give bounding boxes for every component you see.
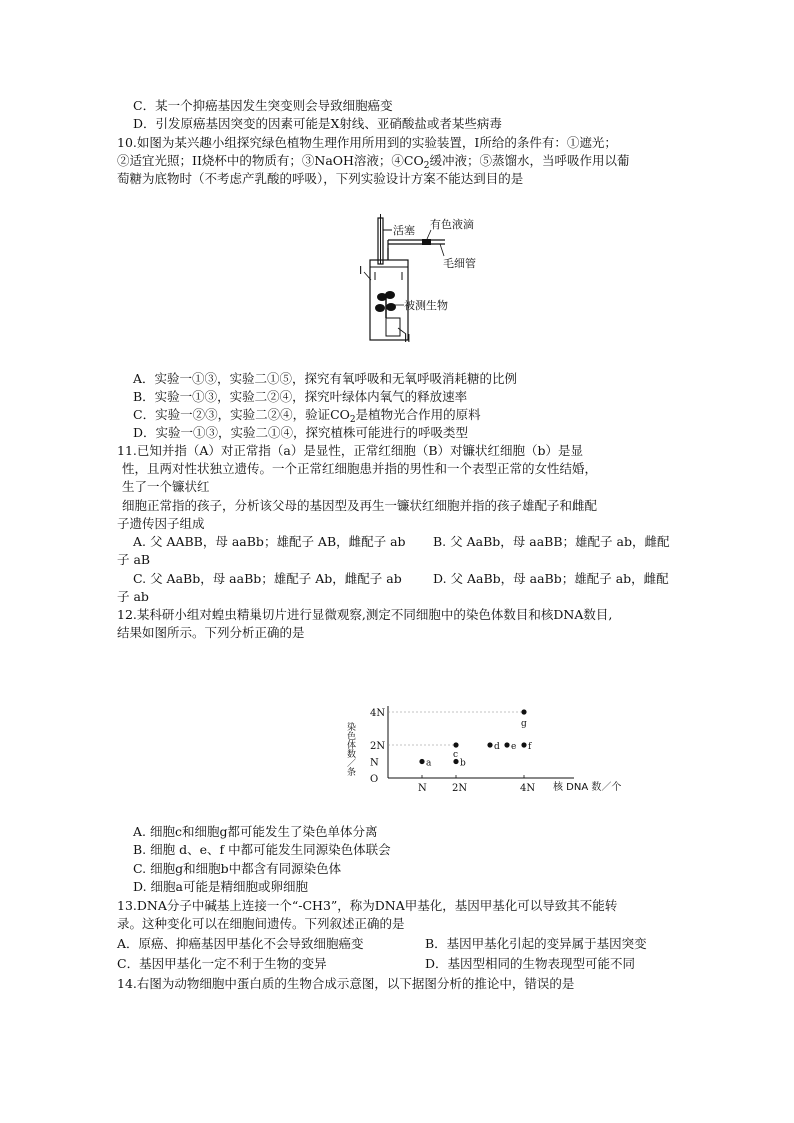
y-tick-label: N <box>370 757 379 769</box>
q12-option-a: A. 细胞c和细胞g都可能发生了染色单体分离 <box>133 824 378 839</box>
point-label-b: b <box>460 758 466 769</box>
q11-stem-line1: 11.已知并指（A）对正常指（a）是显性，正常红细胞（B）对镰状红细胞（b）是显 <box>117 443 584 458</box>
point-label-d: d <box>494 742 500 752</box>
x-tick-label: 2N <box>452 783 468 794</box>
q10-option-d: D．实验一①③，实验二①④，探究植株可能进行的呼吸类型 <box>133 425 469 440</box>
q10-option-b: B．实验一①③，实验二②④，探究叶绿体内氧气的释放速率 <box>133 389 468 404</box>
q10-option-c: C．实验一②③，实验二②④，验证$CO_2$是植物光合作用的原料 <box>133 407 481 425</box>
point-label-f: f <box>528 742 532 752</box>
point-e <box>504 742 509 747</box>
q11-stem-line4: 细胞正常指的孩子，分析该父母的基因型及再生一镰状红细胞并指的孩子雄配子和雌配 <box>122 498 598 513</box>
chart-axes <box>388 706 574 778</box>
point-label-g: g <box>521 719 527 729</box>
q14-stem-line1: 14.右图为动物细胞中蛋白质的生物合成示意图，以下据图分析的推论中，错误的是 <box>117 976 575 991</box>
q11-option-d-cont: 子 ab <box>117 589 149 604</box>
label-capillary: 毛细管 <box>443 257 476 270</box>
chart-points <box>419 709 532 768</box>
q12-stem-line2: 结果如图所示。下列分析正确的是 <box>117 625 305 640</box>
point-f <box>521 742 526 747</box>
point-label-a: a <box>426 758 432 769</box>
q9-option-d: D．引发原癌基因突变的因素可能是X射线、亚硝酸盐或者某些病毒 <box>133 116 502 131</box>
q12-stem-line1: 12.某科研小组对蝗虫精巢切片进行显微观察,测定不同细胞中的染色体数目和核DNA数目, <box>117 607 613 622</box>
point-a <box>419 759 424 764</box>
q13-stem-line2: 录。这种变化可以在细胞间遗传。下列叙述正确的是 <box>117 916 405 931</box>
label-droplet: 有色液滴 <box>430 218 474 231</box>
y-tick-label: O <box>370 774 379 785</box>
q10-stem-line2: ②适宜光照；II烧杯中的物质有；③NaOH溶液；$④CO_2$缓冲液；⑤蒸馏水，当呼吸作用以葡 <box>117 153 630 171</box>
q11-option-a: A. 父 AABB，母 aaBb；雄配子 AB，雌配子 ab <box>133 534 406 549</box>
point-d <box>487 742 492 747</box>
y-tick-label: 4N <box>370 708 386 719</box>
q13-option-a: A．原癌、抑癌基因甲基化不会导致细胞癌变 <box>117 936 364 951</box>
q13-option-b: B．基因甲基化引起的变异属于基因突变 <box>425 936 647 951</box>
y-tick-label: 2N <box>370 741 386 752</box>
point-label-c: c <box>453 750 459 760</box>
q11-option-d: D. 父 AaBb，母 aaBb；雄配子 ab，雌配 <box>433 571 669 586</box>
q10-option-a: A．实验一①③，实验二①⑤，探究有氧呼吸和无氧呼吸消耗糖的比例 <box>133 371 518 386</box>
q11-option-b: B. 父 AaBb，母 aaBB；雄配子 ab，雌配 <box>433 534 670 549</box>
point-g <box>521 709 526 714</box>
q12-option-c: C. 细胞g和细胞b中都含有同源染色体 <box>133 861 342 876</box>
q13-stem-line1: 13.DNA分子中碱基上连接一个“-CH3”，称为DNA甲基化，基因甲基化可以导致其不能转 <box>117 898 618 913</box>
label-organism: 被测生物 <box>404 299 448 312</box>
x-axis-label: 核 DNA 数／个 <box>553 782 622 793</box>
q11-stem-line3: 生了一个镰状红 <box>122 479 210 494</box>
q10-apparatus-figure <box>340 210 480 345</box>
q10-stem-line3: 萄糖为底物时（不考虑产乳酸的呼吸），下列实验设计方案不能达到目的是 <box>117 171 524 186</box>
q11-option-b-cont: 子 aB <box>117 552 151 567</box>
label-I: I <box>359 264 363 277</box>
label-II: II <box>404 332 411 345</box>
q10-stem-line1: 10.如图为某兴趣小组探究绿色植物生理作用所用到的实验装置，I所给的条件有：①遮光； <box>117 135 617 150</box>
q11-option-c: C. 父 AaBb，母 aaBb；雄配子 Ab，雌配子 ab <box>133 571 402 586</box>
q12-option-d: D. 细胞a可能是精细胞或卵细胞 <box>133 879 308 894</box>
x-tick-label: N <box>418 783 427 794</box>
q13-option-d: D．基因型相同的生物表现型可能不同 <box>425 956 636 971</box>
q9-option-c: C．某一个抑癌基因发生突变则会导致细胞癌变 <box>133 98 393 113</box>
point-c <box>453 742 458 747</box>
x-tick-label: 4N <box>520 783 536 794</box>
point-label-e: e <box>511 742 517 752</box>
q12-scatter-chart <box>340 700 640 800</box>
q13-option-c: C．基因甲基化一定不利于生物的变异 <box>117 956 327 971</box>
q11-stem-line5: 子遗传因子组成 <box>117 516 205 531</box>
q12-option-b: B. 细胞 d、e、f 中都可能发生同源染色体联会 <box>133 842 391 857</box>
label-valve: 活塞 <box>393 224 415 237</box>
colored-droplet <box>422 239 431 245</box>
y-axis-label: 染色体数／条 <box>345 722 355 776</box>
q11-stem-line2: 性，且两对性状独立遗传。一个正常红细胞患并指的男性和一个表型正常的女性结婚， <box>122 461 598 476</box>
